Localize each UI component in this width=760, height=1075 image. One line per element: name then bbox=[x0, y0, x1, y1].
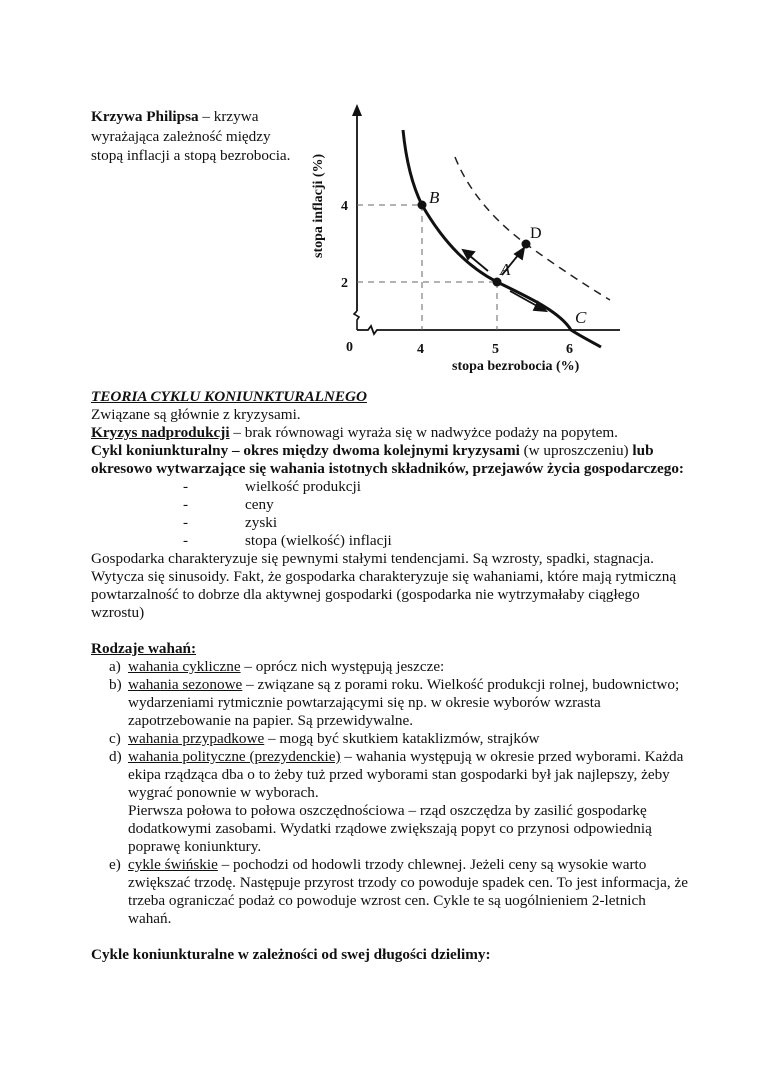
list-item bbox=[91, 748, 691, 856]
list-marker: c) bbox=[109, 730, 121, 747]
dash-bullet: - bbox=[183, 514, 189, 531]
fluctuation-term: wahania cykliczne bbox=[128, 658, 241, 675]
tick-x-4: 4 bbox=[417, 342, 424, 357]
phillips-curve-chart bbox=[300, 95, 630, 385]
tick-origin: 0 bbox=[346, 340, 353, 355]
spacer bbox=[91, 622, 691, 640]
cycle-components-list bbox=[91, 478, 691, 550]
dash-bullet: - bbox=[183, 496, 189, 513]
economy-paragraph: Gospodarka charakteryzuje się pewnymi stałymi tendencjami. Są wzrosty, spadki, stagnacja. Wytycza się sinusoidy. Fakt, że gospodarka charakteryzuje się wahaniami, które mają rytmiczną powtarzalność to dobrze dla aktywnej gospodarki (gospodarka nie wytrzymałaby ciągłego wzrostu) bbox=[91, 550, 677, 621]
phillips-curve-definition bbox=[91, 107, 291, 166]
spacer bbox=[91, 928, 691, 946]
list-item-text: stopa (wielkość) inflacji bbox=[245, 532, 392, 549]
cycle-definition bbox=[91, 442, 691, 478]
label-a: A bbox=[500, 260, 511, 279]
cycle-bold-1: Cykl koniunkturalny – okres między dwoma kolejnymi kryzysami bbox=[91, 442, 520, 459]
tick-x-5: 5 bbox=[492, 342, 499, 357]
fluctuation-text: – wahania występują w okresie przed wyborami. Każda ekipa rządząca dba o to żeby tuż przed wyborami stan gospodarki był jak najlepszy, żeby wygrać ponownie w wyborach. bbox=[128, 748, 684, 801]
phillips-curve-term: Krzywa Philipsa bbox=[91, 108, 199, 125]
label-c: C bbox=[575, 308, 587, 327]
x-axis bbox=[357, 326, 620, 334]
crisis-term: Kryzys nadprodukcji bbox=[91, 424, 230, 441]
y-axis-title: stopa inflacji (%) bbox=[311, 153, 326, 258]
crisis-definition bbox=[91, 424, 691, 442]
tick-x-6: 6 bbox=[566, 342, 573, 357]
crisis-text: – brak równowagi wyraża się w nadwyżce podaży na popytem. bbox=[229, 424, 618, 441]
label-b: B bbox=[429, 188, 440, 207]
list-item-text: ceny bbox=[245, 496, 274, 513]
tick-y-2: 2 bbox=[341, 276, 348, 291]
phillips-curve bbox=[403, 130, 601, 347]
section-intro: Związane są głównie z kryzysami. bbox=[91, 406, 301, 423]
list-marker: e) bbox=[109, 856, 121, 873]
dash-bullet: - bbox=[183, 478, 189, 495]
list-marker: d) bbox=[109, 748, 122, 765]
closing-heading: Cykle koniunkturalne w zależności od swej długości dzielimy: bbox=[91, 946, 491, 963]
fluctuation-term: wahania polityczne (prezydenckie) bbox=[128, 748, 341, 765]
list-item bbox=[183, 496, 691, 514]
dash-bullet: - bbox=[183, 532, 189, 549]
fluctuation-term: wahania przypadkowe bbox=[128, 730, 265, 747]
fluctuation-term: cykle świńskie bbox=[128, 856, 218, 873]
fluctuation-text: – mogą być skutkiem kataklizmów, strajków bbox=[264, 730, 540, 747]
types-heading: Rodzaje wahań: bbox=[91, 640, 197, 657]
list-item bbox=[91, 658, 691, 676]
point-b bbox=[418, 201, 427, 210]
fluctuation-text: – pochodzi od hodowli trzody chlewnej. Jeżeli ceny są wysokie warto zwiększać trzodę. Następuje przyrost trzody co powoduje spadek cen. To jest informacja, że trzeba ograniczać podaż co powoduje wzrost cen. Cykle te są uogólnieniem 2-letnich wahań. bbox=[128, 856, 688, 927]
list-marker: b) bbox=[109, 676, 122, 693]
list-item bbox=[183, 478, 691, 496]
cycle-normal: (w uproszczeniu) bbox=[519, 442, 633, 459]
list-item bbox=[91, 676, 691, 730]
x-axis-title: stopa bezrobocia (%) bbox=[452, 359, 580, 374]
fluctuation-extra-text: Pierwsza połowa to połowa oszczędnościowa – rząd oszczędza by zasilić gospodarkę dodatkowymi zasobami. Wydatki rządowe zwiększają popyt co przynosi odpowiednią poprawę koniunktury. bbox=[128, 802, 652, 855]
list-item-text: wielkość produkcji bbox=[245, 478, 361, 495]
fluctuation-text: – oprócz nich występują jeszcze: bbox=[240, 658, 445, 675]
list-item-text: zyski bbox=[245, 514, 278, 531]
list-item bbox=[91, 856, 691, 928]
cycle-bold-2: lub okresowo wytwarzające się wahania istotnych składników, przejawów życia gospodarczego: bbox=[91, 442, 684, 477]
list-item bbox=[183, 514, 691, 532]
y-axis bbox=[352, 104, 362, 330]
list-item bbox=[183, 532, 691, 550]
label-d: D bbox=[530, 225, 542, 242]
fluctuation-text: – związane są z porami roku. Wielkość produkcji rolnej, budownictwo; wydarzeniami rytmicznie powtarzającymi się np. w okresie wyborów wzrasta zapotrzebowanie na papier. Są przewidywalne. bbox=[128, 676, 680, 729]
list-marker: a) bbox=[109, 658, 121, 675]
fluctuation-types-list bbox=[91, 658, 691, 928]
section-heading: TEORIA CYKLU KONIUNKTURALNEGO bbox=[91, 388, 367, 405]
fluctuation-term: wahania sezonowe bbox=[128, 676, 243, 693]
phillips-curve-text: – krzywa wyrażająca zależność między stopą inflacji a stopą bezrobocia. bbox=[91, 108, 291, 164]
tick-y-4: 4 bbox=[341, 199, 348, 214]
list-item bbox=[91, 730, 691, 748]
document-body bbox=[91, 388, 691, 964]
